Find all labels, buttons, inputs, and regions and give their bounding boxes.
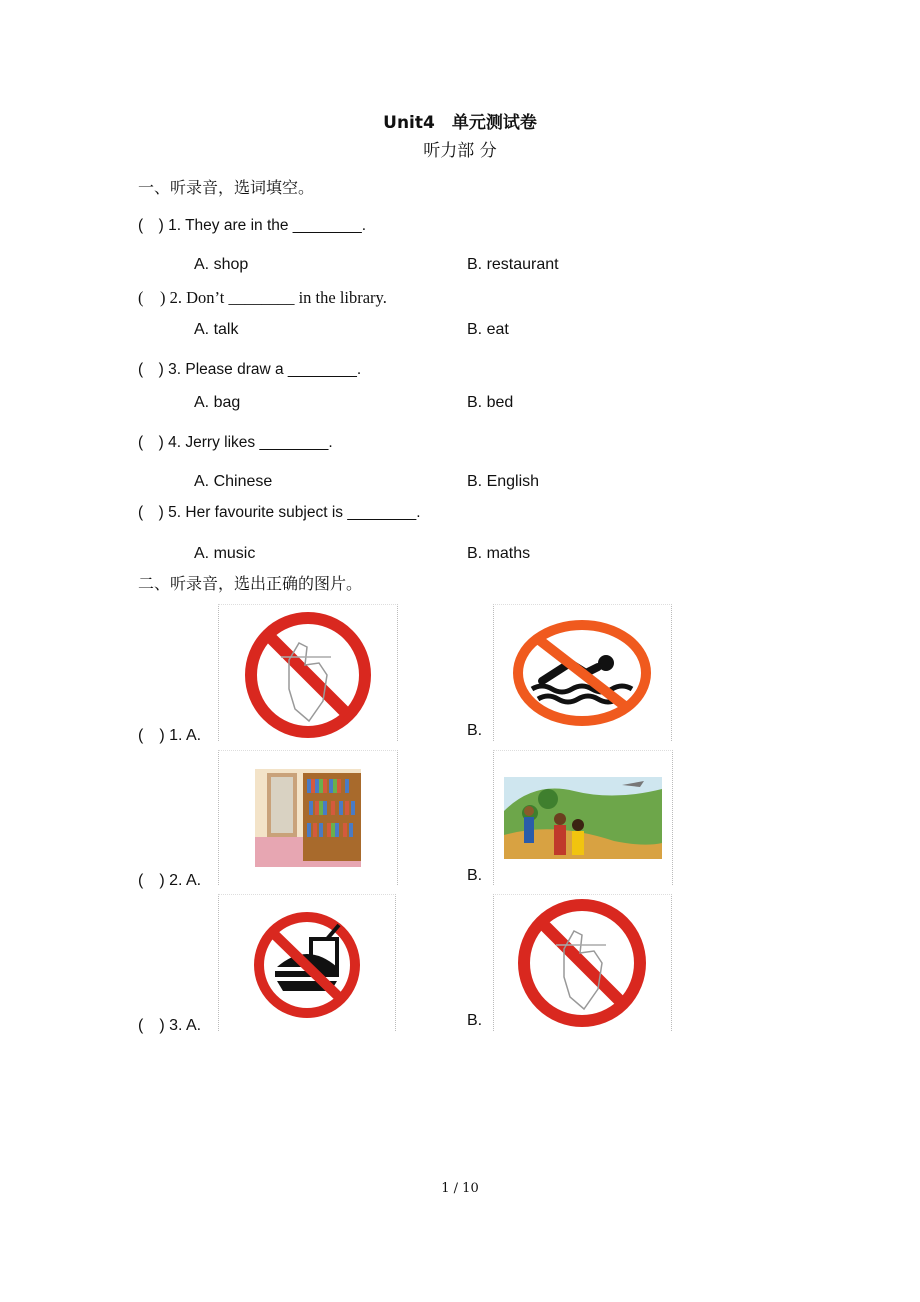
answer-paren[interactable]: ( ) bbox=[138, 361, 164, 378]
question-text: 2. Don’t ________ in the library. bbox=[169, 288, 387, 307]
row-2-label[interactable]: ( ) 2. A. bbox=[138, 872, 202, 889]
section-1-heading: 一、听录音，选词填空。 bbox=[138, 178, 315, 197]
question-1 bbox=[138, 213, 366, 235]
section-2-heading: 二、听录音，选出正确的图片。 bbox=[138, 574, 363, 593]
no-talking-icon bbox=[219, 605, 397, 741]
bookshelf-icon bbox=[219, 751, 397, 885]
option-a: A. music bbox=[194, 545, 256, 562]
row-1-label[interactable]: ( ) 1. A. bbox=[138, 727, 202, 744]
option-a: A. shop bbox=[194, 256, 249, 273]
answer-paren[interactable]: ( ) bbox=[138, 288, 166, 307]
row-3-label[interactable]: ( ) 3. A. bbox=[138, 1017, 202, 1034]
park-children-icon bbox=[494, 751, 672, 885]
option-a: A. bag bbox=[194, 394, 241, 411]
no-eating-icon bbox=[219, 895, 395, 1031]
question-text: 3. Please draw a ________. bbox=[168, 361, 362, 378]
answer-paren[interactable]: ( ) bbox=[138, 504, 164, 521]
question-3 bbox=[138, 357, 361, 379]
question-text: 5. Her favourite subject is ________. bbox=[168, 504, 421, 521]
question-text: 4. Jerry likes ________. bbox=[168, 434, 333, 451]
page-number: 1 / 10 bbox=[441, 1181, 479, 1196]
question-text: 1. They are in the ________. bbox=[168, 217, 367, 234]
picture-no-talking-sign[interactable] bbox=[218, 604, 398, 741]
page-subtitle: 听力部 分 bbox=[423, 141, 497, 161]
answer-paren[interactable]: ( ) bbox=[138, 434, 164, 451]
answer-paren[interactable]: ( ) bbox=[138, 217, 164, 234]
picture-library-bookshelf[interactable] bbox=[218, 750, 398, 885]
option-b: B. bed bbox=[467, 394, 514, 411]
option-b: B. eat bbox=[467, 321, 509, 338]
row-1-option-b[interactable]: B. bbox=[467, 722, 483, 739]
no-talking-icon bbox=[494, 895, 671, 1031]
option-b: B. maths bbox=[467, 545, 531, 562]
option-a: A. Chinese bbox=[194, 473, 273, 490]
question-2 bbox=[138, 284, 387, 308]
option-b: B. English bbox=[467, 473, 540, 490]
row-2-option-b[interactable]: B. bbox=[467, 867, 483, 884]
question-5 bbox=[138, 500, 421, 522]
picture-park-with-children[interactable] bbox=[493, 750, 673, 885]
page-title: Unit4 单元测试卷 bbox=[383, 113, 537, 133]
row-3-option-b[interactable]: B. bbox=[467, 1012, 483, 1029]
no-swimming-icon bbox=[494, 605, 671, 741]
picture-no-eating-sign[interactable] bbox=[218, 894, 396, 1031]
option-b: B. restaurant bbox=[467, 256, 559, 273]
picture-no-talking-sign-b[interactable] bbox=[493, 894, 672, 1031]
picture-no-swimming-sign[interactable] bbox=[493, 604, 672, 741]
option-a: A. talk bbox=[194, 321, 239, 338]
question-4 bbox=[138, 430, 333, 452]
